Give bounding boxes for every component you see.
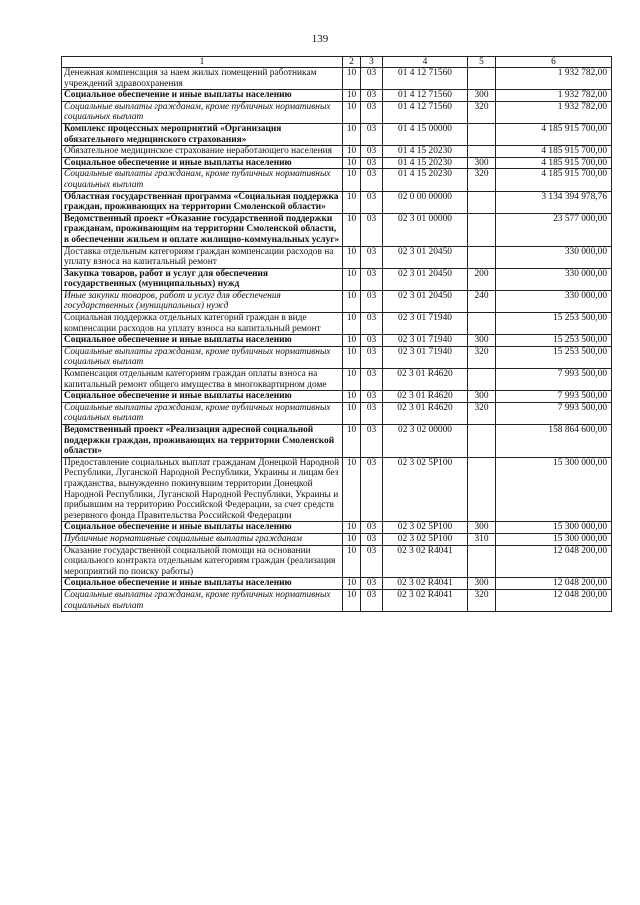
section-code-cell: 10 [343, 313, 361, 335]
section-code-cell: 10 [343, 533, 361, 545]
subsection-code-cell: 03 [361, 268, 383, 290]
expense-type-cell: 300 [468, 522, 496, 534]
target-article-cell: 02 3 02 R4041 [383, 578, 468, 590]
amount-cell: 12 048 200,00 [496, 578, 612, 590]
expense-type-cell: 320 [468, 589, 496, 611]
expense-type-cell [468, 545, 496, 578]
expense-type-cell: 320 [468, 169, 496, 191]
subsection-code-cell: 03 [361, 369, 383, 391]
row-name-cell: Закупка товаров, работ и услуг для обеспечения государственных (муниципальных) нужд [62, 268, 343, 290]
table-row [62, 578, 612, 590]
expense-type-cell [468, 457, 496, 522]
subsection-code-cell: 03 [361, 457, 383, 522]
amount-cell: 330 000,00 [496, 290, 612, 312]
amount-cell: 330 000,00 [496, 246, 612, 268]
header-cell: 5 [468, 57, 496, 68]
expense-type-cell [468, 369, 496, 391]
row-name-cell: Комплекс процессных мероприятий «Организация обязательного медицинского страхования» [62, 123, 343, 145]
section-code-cell: 10 [343, 346, 361, 368]
subsection-code-cell: 03 [361, 101, 383, 123]
row-name-cell: Доставка отдельным категориям граждан компенсации расходов на уплату взноса на капитальный ремонт [62, 246, 343, 268]
target-article-cell: 01 4 12 71560 [383, 68, 468, 90]
table-row [62, 123, 612, 145]
header-cell: 4 [383, 57, 468, 68]
section-code-cell: 10 [343, 191, 361, 213]
expense-type-cell [468, 246, 496, 268]
header-cell: 2 [343, 57, 361, 68]
amount-cell: 15 300 000,00 [496, 522, 612, 534]
target-article-cell: 02 3 02 5P100 [383, 457, 468, 522]
subsection-code-cell: 03 [361, 246, 383, 268]
subsection-code-cell: 03 [361, 346, 383, 368]
section-code-cell: 10 [343, 169, 361, 191]
table-row [62, 246, 612, 268]
row-name-cell: Социальные выплаты гражданам, кроме публичных нормативных социальных выплат [62, 589, 343, 611]
amount-cell: 3 134 394 978,76 [496, 191, 612, 213]
row-name-cell: Денежная компенсация за наем жилых помещений работникам учреждений здравоохранения [62, 68, 343, 90]
subsection-code-cell: 03 [361, 589, 383, 611]
expense-type-cell: 240 [468, 290, 496, 312]
expense-type-cell: 300 [468, 90, 496, 102]
section-code-cell: 10 [343, 290, 361, 312]
amount-cell: 12 048 200,00 [496, 589, 612, 611]
table-row [62, 68, 612, 90]
budget-table [61, 56, 612, 612]
row-name-cell: Социальное обеспечение и иные выплаты населению [62, 90, 343, 102]
target-article-cell: 01 4 15 20230 [383, 157, 468, 169]
table-row [62, 90, 612, 102]
amount-cell: 7 993 500,00 [496, 402, 612, 424]
section-code-cell: 10 [343, 425, 361, 458]
budget-table-body [62, 57, 612, 612]
section-code-cell: 10 [343, 157, 361, 169]
subsection-code-cell: 03 [361, 213, 383, 246]
table-row [62, 522, 612, 534]
target-article-cell: 01 4 15 00000 [383, 123, 468, 145]
row-name-cell: Социальное обеспечение и иные выплаты населению [62, 335, 343, 347]
section-code-cell: 10 [343, 213, 361, 246]
amount-cell: 1 932 782,00 [496, 68, 612, 90]
section-code-cell: 10 [343, 123, 361, 145]
table-row [62, 313, 612, 335]
row-name-cell: Социальные выплаты гражданам, кроме публичных нормативных социальных выплат [62, 101, 343, 123]
section-code-cell: 10 [343, 545, 361, 578]
expense-type-cell [468, 191, 496, 213]
target-article-cell: 01 4 12 71560 [383, 90, 468, 102]
table-row [62, 146, 612, 158]
table-row [62, 402, 612, 424]
target-article-cell: 02 3 01 R4620 [383, 391, 468, 403]
target-article-cell: 02 3 01 R4620 [383, 402, 468, 424]
subsection-code-cell: 03 [361, 146, 383, 158]
header-cell: 1 [62, 57, 343, 68]
amount-cell: 23 577 000,00 [496, 213, 612, 246]
amount-cell: 15 253 500,00 [496, 313, 612, 335]
target-article-cell: 02 3 01 R4620 [383, 369, 468, 391]
section-code-cell: 10 [343, 578, 361, 590]
subsection-code-cell: 03 [361, 545, 383, 578]
amount-cell: 4 185 915 700,00 [496, 157, 612, 169]
table-row [62, 169, 612, 191]
target-article-cell: 02 3 02 5P100 [383, 522, 468, 534]
section-code-cell: 10 [343, 522, 361, 534]
amount-cell: 7 993 500,00 [496, 391, 612, 403]
subsection-code-cell: 03 [361, 68, 383, 90]
row-name-cell: Иные закупки товаров, работ и услуг для обеспечения государственных (муниципальных) нужд [62, 290, 343, 312]
table-row [62, 213, 612, 246]
expense-type-cell: 300 [468, 391, 496, 403]
section-code-cell: 10 [343, 335, 361, 347]
table-row [62, 457, 612, 522]
target-article-cell: 02 3 01 20450 [383, 268, 468, 290]
table-row [62, 346, 612, 368]
target-article-cell: 02 3 02 R4041 [383, 589, 468, 611]
table-row [62, 157, 612, 169]
page-number: 139 [311, 33, 329, 45]
expense-type-cell: 320 [468, 346, 496, 368]
expense-type-cell [468, 313, 496, 335]
target-article-cell: 02 3 02 00000 [383, 425, 468, 458]
row-name-cell: Ведомственный проект «Оказание государственной поддержки гражданам, проживающим на территории Смоленской области, в обеспечении жильем и оплате жилищно-коммунальных услуг» [62, 213, 343, 246]
expense-type-cell: 300 [468, 157, 496, 169]
target-article-cell: 01 4 15 20230 [383, 146, 468, 158]
section-code-cell: 10 [343, 391, 361, 403]
section-code-cell: 10 [343, 146, 361, 158]
amount-cell: 15 253 500,00 [496, 335, 612, 347]
amount-cell: 4 185 915 700,00 [496, 169, 612, 191]
row-name-cell: Социальная поддержка отдельных категорий граждан в виде компенсации расходов на уплату взноса на капитальный ремонт [62, 313, 343, 335]
expense-type-cell: 200 [468, 268, 496, 290]
table-row [62, 425, 612, 458]
subsection-code-cell: 03 [361, 90, 383, 102]
target-article-cell: 01 4 15 20230 [383, 169, 468, 191]
row-name-cell: Социальные выплаты гражданам, кроме публичных нормативных социальных выплат [62, 169, 343, 191]
expense-type-cell: 320 [468, 101, 496, 123]
section-code-cell: 10 [343, 90, 361, 102]
expense-type-cell: 310 [468, 533, 496, 545]
table-row [62, 369, 612, 391]
row-name-cell: Социальное обеспечение и иные выплаты населению [62, 578, 343, 590]
expense-type-cell: 300 [468, 578, 496, 590]
row-name-cell: Оказание государственной социальной помощи на основании социального контракта отдельным категориям граждан (реализация мероприятий по поиску работы) [62, 545, 343, 578]
row-name-cell: Социальные выплаты гражданам, кроме публичных нормативных социальных выплат [62, 402, 343, 424]
section-code-cell: 10 [343, 402, 361, 424]
row-name-cell: Социальные выплаты гражданам, кроме публичных нормативных социальных выплат [62, 346, 343, 368]
table-row [62, 335, 612, 347]
row-name-cell: Социальное обеспечение и иные выплаты населению [62, 522, 343, 534]
amount-cell: 1 932 782,00 [496, 101, 612, 123]
table-row [62, 533, 612, 545]
amount-cell: 4 185 915 700,00 [496, 146, 612, 158]
amount-cell: 158 864 600,00 [496, 425, 612, 458]
row-name-cell: Социальное обеспечение и иные выплаты населению [62, 157, 343, 169]
table-row [62, 101, 612, 123]
row-name-cell: Социальное обеспечение и иные выплаты населению [62, 391, 343, 403]
target-article-cell: 02 0 00 00000 [383, 191, 468, 213]
subsection-code-cell: 03 [361, 425, 383, 458]
section-code-cell: 10 [343, 268, 361, 290]
expense-type-cell [468, 68, 496, 90]
expense-type-cell: 300 [468, 335, 496, 347]
row-name-cell: Предоставление социальных выплат гражданам Донецкой Народной Республики, Луганской Народной Республики, Украины и лицам без гражданства, вынужденно покинувшим территории Донецкой Народной Республики, Луганской Народной Республики, Украины и прибывшим на территорию Российской Федерации, за счет средств резервного фонда Правительства Российской Федерации [62, 457, 343, 522]
expense-type-cell [468, 425, 496, 458]
section-code-cell: 10 [343, 246, 361, 268]
row-name-cell: Компенсация отдельным категориям граждан оплаты взноса на капитальный ремонт общего имущества в многоквартирном доме [62, 369, 343, 391]
expense-type-cell [468, 213, 496, 246]
subsection-code-cell: 03 [361, 123, 383, 145]
subsection-code-cell: 03 [361, 335, 383, 347]
target-article-cell: 02 3 01 20450 [383, 246, 468, 268]
target-article-cell: 02 3 01 20450 [383, 290, 468, 312]
section-code-cell: 10 [343, 589, 361, 611]
expense-type-cell [468, 123, 496, 145]
amount-cell: 15 253 500,00 [496, 346, 612, 368]
subsection-code-cell: 03 [361, 533, 383, 545]
amount-cell: 4 185 915 700,00 [496, 123, 612, 145]
subsection-code-cell: 03 [361, 191, 383, 213]
subsection-code-cell: 03 [361, 522, 383, 534]
amount-cell: 7 993 500,00 [496, 369, 612, 391]
section-code-cell: 10 [343, 369, 361, 391]
subsection-code-cell: 03 [361, 290, 383, 312]
table-row [62, 191, 612, 213]
header-cell: 3 [361, 57, 383, 68]
subsection-code-cell: 03 [361, 169, 383, 191]
section-code-cell: 10 [343, 68, 361, 90]
row-name-cell: Публичные нормативные социальные выплаты гражданам [62, 533, 343, 545]
subsection-code-cell: 03 [361, 157, 383, 169]
subsection-code-cell: 03 [361, 402, 383, 424]
target-article-cell: 01 4 12 71560 [383, 101, 468, 123]
row-name-cell: Областная государственная программа «Социальная поддержка граждан, проживающих на территории Смоленской области» [62, 191, 343, 213]
row-name-cell: Обязательное медицинское страхование неработающего населения [62, 146, 343, 158]
subsection-code-cell: 03 [361, 578, 383, 590]
expense-type-cell: 320 [468, 402, 496, 424]
subsection-code-cell: 03 [361, 313, 383, 335]
expense-type-cell [468, 146, 496, 158]
target-article-cell: 02 3 02 5P100 [383, 533, 468, 545]
table-row [62, 589, 612, 611]
amount-cell: 1 932 782,00 [496, 90, 612, 102]
target-article-cell: 02 3 02 R4041 [383, 545, 468, 578]
target-article-cell: 02 3 01 71940 [383, 346, 468, 368]
amount-cell: 330 000,00 [496, 268, 612, 290]
amount-cell: 15 300 000,00 [496, 457, 612, 522]
target-article-cell: 02 3 01 71940 [383, 313, 468, 335]
header-cell: 6 [496, 57, 612, 68]
table-row [62, 290, 612, 312]
target-article-cell: 02 3 01 00000 [383, 213, 468, 246]
subsection-code-cell: 03 [361, 391, 383, 403]
table-header-row [62, 57, 612, 68]
section-code-cell: 10 [343, 457, 361, 522]
section-code-cell: 10 [343, 101, 361, 123]
amount-cell: 15 300 000,00 [496, 533, 612, 545]
table-row [62, 268, 612, 290]
table-row [62, 545, 612, 578]
target-article-cell: 02 3 01 71940 [383, 335, 468, 347]
row-name-cell: Ведомственный проект «Реализация адресной социальной поддержки граждан, проживающих на территории Смоленской области» [62, 425, 343, 458]
amount-cell: 12 048 200,00 [496, 545, 612, 578]
table-row [62, 391, 612, 403]
